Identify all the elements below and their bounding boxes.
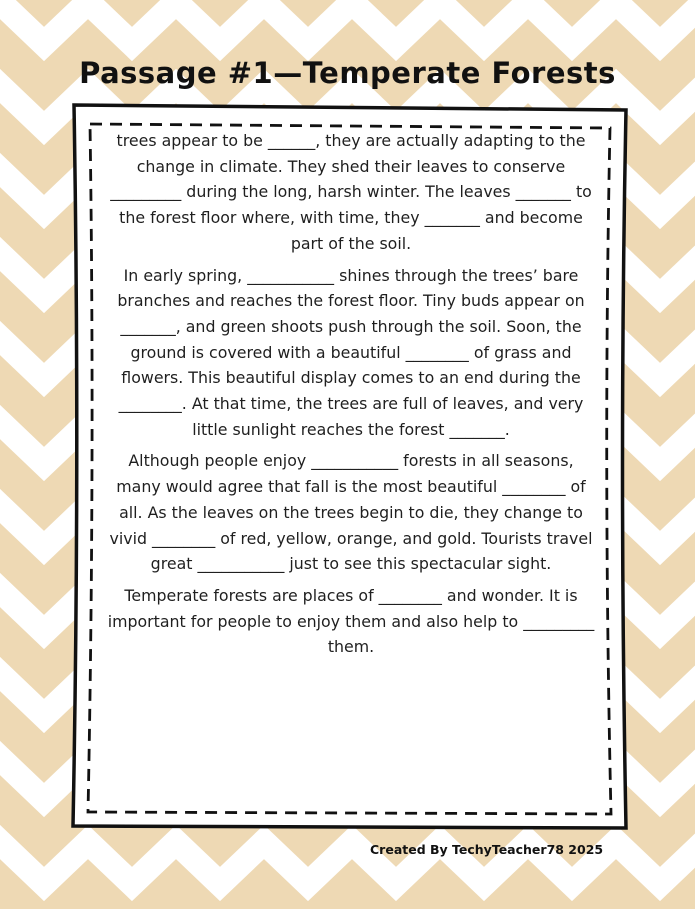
passage-text	[106, 128, 596, 666]
paragraph-1: trees appear to be ______, they are actually adapting to the change in climate. They shed their leaves to conserve _________ during the long, harsh winter. The leaves _______ to the forest floor where, with time, they _______ and become part of the soil.	[110, 131, 592, 253]
paragraph-4: Temperate forests are places of ________ and wonder. It is important for people to enjoy them and also help to _________ them.	[107, 585, 595, 657]
credit-line: Created By TechyTeacher78 2025	[370, 842, 604, 857]
page-title: Passage #1—Temperate Forests	[79, 56, 616, 90]
chevron-stripe	[0, 0, 695, 2]
paragraph-2: In early spring, ___________ shines through the trees’ bare branches and reaches the forest floor. Tiny buds appear on _______, and green shoots push through the soil. Soon, the ground is covered with a beautiful ________ of grass and flowers. This beautiful display comes to an end during the ________. At that time, the trees are full of leaves, and very little sunlight reaches the forest _______.	[117, 265, 585, 439]
paragraph-3: Although people enjoy ___________ forests in all seasons, many would agree that fall is the most beautiful ________ of all. As the leaves on the trees begin to die, they change to vivid ________ of red, yellow, orange, and gold. Tourists travel great ___________ just to see this spectacular sight.	[109, 451, 593, 574]
chevron-stripe	[0, 884, 695, 909]
